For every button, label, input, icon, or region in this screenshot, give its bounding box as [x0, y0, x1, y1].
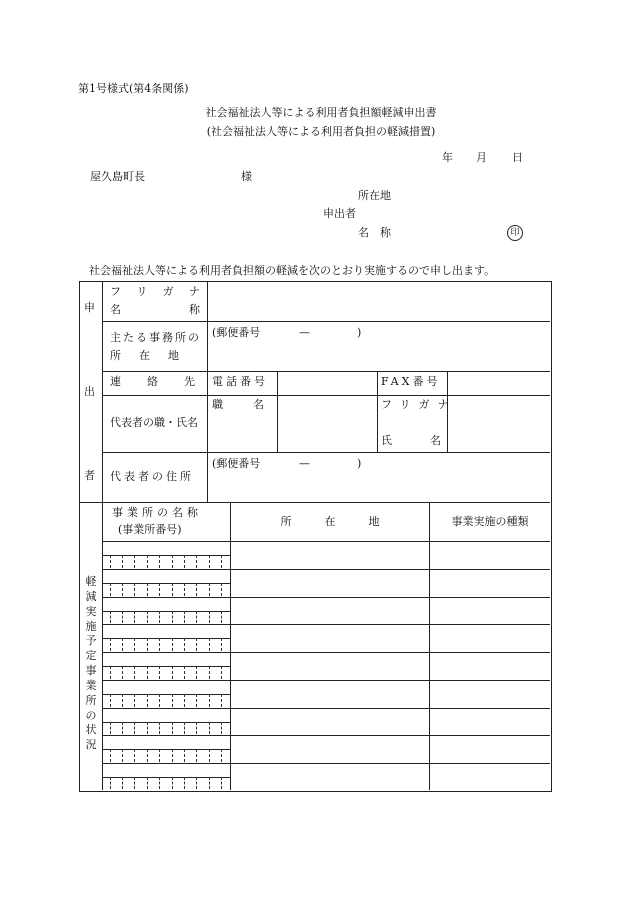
document-title: 社会福祉法人等による利用者負担額軽減申出書 [205, 106, 437, 119]
rep-postal-dash: — [299, 457, 310, 470]
office-number-ticks [104, 749, 228, 762]
col-office-name-1: 事業所の名称 [112, 506, 202, 519]
document-subtitle: (社会福祉法人等による利用者負担の軽減措置) [206, 125, 436, 138]
office-number-ticks [104, 722, 228, 734]
row-line [102, 763, 550, 764]
office-number-ticks [104, 638, 228, 651]
office-number-ticks [104, 555, 228, 568]
office-number-ticks [104, 583, 228, 596]
row-line [102, 569, 550, 570]
date-day: 日 [512, 151, 523, 164]
rep-postal-close: ) [357, 457, 362, 470]
fax-label: FAX番号 [381, 375, 441, 388]
fax-column-line [377, 371, 378, 452]
side-column-line [102, 281, 103, 790]
row-line [102, 371, 550, 372]
label-column-line [207, 281, 208, 502]
side-label-1: 申 [84, 301, 95, 314]
rep-postal-label: (郵便番号 [212, 457, 261, 470]
seal-mark: 印 [507, 225, 523, 241]
addressee-name: 屋久島町長 [90, 170, 145, 183]
section2-side-label: 軽減実施予定事業所の状況 [85, 575, 97, 752]
side-label-2: 出 [84, 385, 95, 398]
row-line [102, 680, 550, 681]
col-office-name-2: (事業所番号) [118, 523, 182, 536]
office-postal-label: (郵便番号 [212, 326, 261, 339]
row-line [102, 735, 550, 736]
contact-label: 連絡先 [110, 375, 221, 388]
office-label-2: 所在地 [110, 349, 197, 362]
form-number: 第1号様式(第4条関係) [78, 82, 189, 95]
date-year: 年 [442, 151, 453, 164]
row-line [102, 708, 550, 709]
office-label-1: 主たる事務所の [110, 331, 201, 344]
rep-furigana-label: フリガナ [381, 398, 457, 411]
date-month: 月 [476, 151, 487, 164]
row-line [102, 652, 550, 653]
furigana-label [110, 284, 200, 301]
office-postal-close: ) [357, 326, 362, 339]
applicant-name-label: 名 称 [358, 226, 391, 239]
office-postal-dash: — [299, 326, 310, 339]
col-service-type: 事業実施の種類 [451, 515, 529, 528]
addressee-honorific: 様 [241, 170, 252, 183]
representative-label: 代表者の職・氏名 [110, 416, 198, 429]
row-line [102, 452, 550, 453]
row-line [102, 395, 550, 396]
furigana-label-text: フ リ ガ ナ [110, 285, 200, 298]
office-name-column-line [230, 502, 231, 790]
row-line [102, 597, 550, 598]
title-label: 職名 [212, 398, 294, 411]
rep-name-label: 氏名 [381, 434, 479, 447]
row-line [102, 541, 550, 542]
location-label: 所在地 [358, 189, 391, 202]
phone-label: 電話番号 [212, 375, 268, 388]
row-line [102, 321, 550, 322]
office-number-ticks [104, 666, 228, 679]
intro-text: 社会福祉法人等による利用者負担額の軽減を次のとおり実施するので申し出ます。 [89, 264, 496, 277]
row-line [102, 624, 550, 625]
col-location: 所 在 地 [280, 515, 380, 528]
name-label [110, 302, 200, 319]
office-number-ticks [104, 777, 228, 789]
section-divider [79, 502, 550, 503]
applicant-label: 申出者 [323, 207, 356, 220]
service-column-line [429, 502, 430, 790]
office-number-ticks [104, 694, 228, 707]
rep-address-label: 代表者の住所 [110, 470, 194, 483]
office-number-ticks [104, 611, 228, 623]
side-label-3: 者 [84, 469, 95, 482]
name-label-text: 名 称 [110, 303, 200, 316]
